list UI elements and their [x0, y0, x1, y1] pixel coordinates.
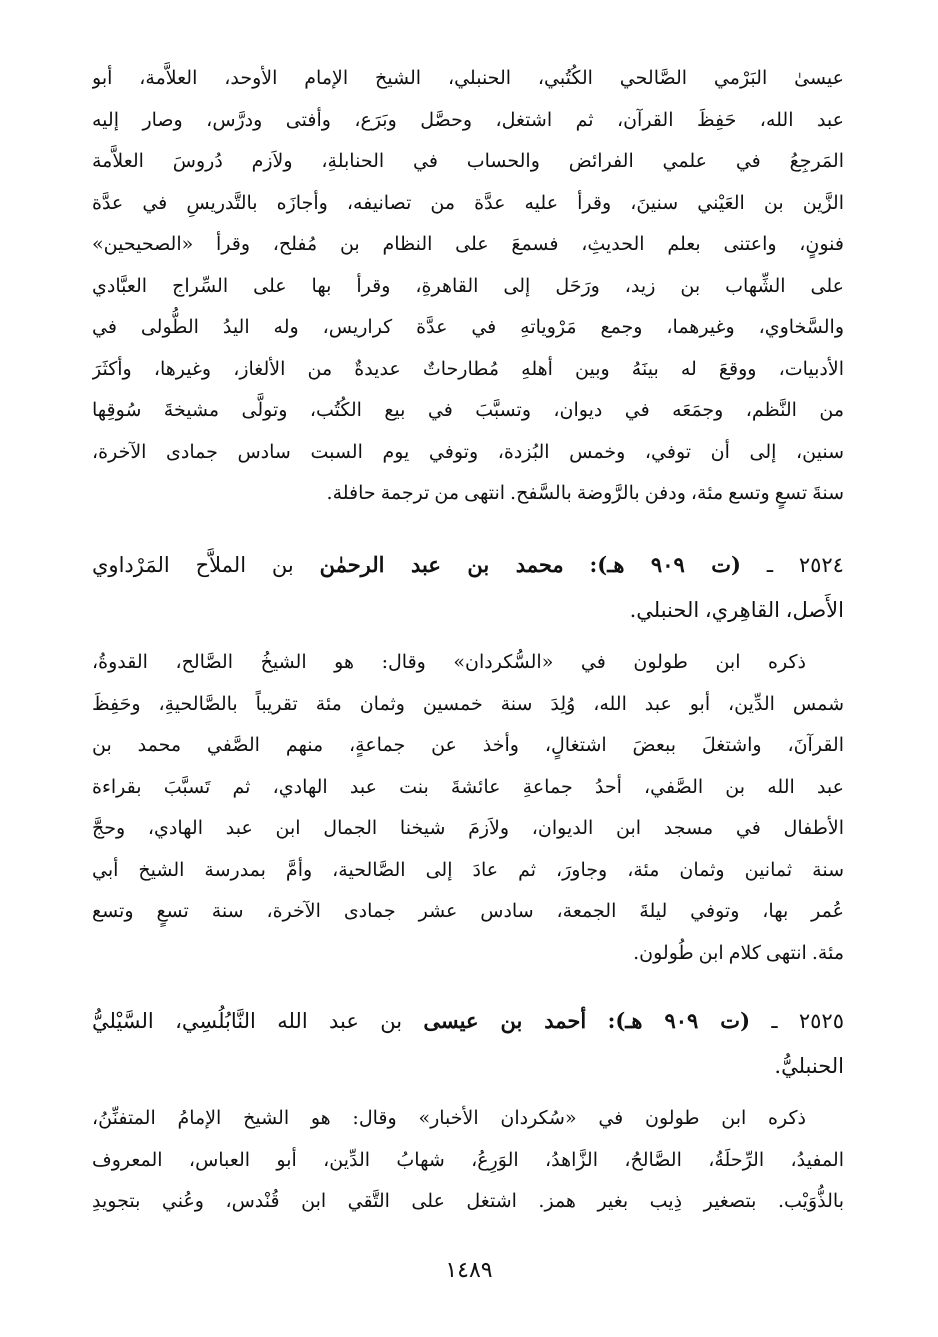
- text-line: شمس الدِّين، أبو عبد الله، وُلِدَ سنة خمسين وثمان مئة تقريباً بالصَّالحيةِ، وحَفِظَ: [92, 692, 844, 715]
- text-line: عبد الله، حَفِظَ القرآن، ثم اشتغل، وحصَّل وبَرَع، وأفتى ودرَّس، وصار إليه: [92, 108, 844, 131]
- page-number: ١٤٨٩: [445, 1258, 493, 1283]
- text-line: والسَّخاوي، وغيرهما، وجمع مَرْوياتهِ في عدَّة كراريس، وله اليدُ الطُّولى في: [92, 316, 844, 338]
- entry-name-rest: بن عبد الله النَّابُلُسِي، السَّيْليُّ: [92, 1009, 403, 1033]
- text-line: الأدبيات، ووقعَ له بينَهُ وبين أهلهِ مُطارحاتٌ عديدةٌ من الألغاز، وغيرها، وأكثَرَ: [92, 357, 844, 380]
- entry-name: أحمد بن عيسى: [423, 1008, 587, 1033]
- text-line: الأطفال في مسجد ابن الديوان، ولاَزمَ شيخنا الجمال ابن عبد الهادي، وحجَّ: [92, 817, 844, 839]
- text-line: الزَّين بن العَيْني سنينَ، وقرأ عليه عدَّة من تصانيفه، وأجازَه بالتَّدريسِ في عدَّة: [92, 191, 844, 214]
- entry-heading-line: [92, 996, 844, 1046]
- entry-number: ٢٥٢٥ ـ: [771, 1009, 844, 1033]
- entry-number: ٢٥٢٤ ـ: [766, 553, 844, 577]
- entry-date: (ت ٩٠٩ هـ):: [607, 1008, 751, 1033]
- entry-heading-line: [92, 540, 844, 590]
- entry-name-rest: بن الملاَّح المَرْداوي: [92, 553, 294, 577]
- entry-date: (ت ٩٠٩ هـ):: [589, 552, 741, 577]
- text-line: عيسىٰ البَرْمي الصَّالحي الكُتُبي، الحنبلي، الشيخ الإمام الأوحد، العلاَّمة، أبو: [92, 67, 844, 89]
- text-line: مئة. انتهى كلام ابن طُولون.: [633, 941, 844, 964]
- entry-heading-2524: [92, 540, 844, 634]
- text-line: المَرجِعُ في علمي الفرائض والحساب في الحنابلةِ، ولاَزم دُروسَ العلاَّمة: [92, 150, 844, 172]
- text-line: عُمر بها، وتوفي ليلةَ الجمعة، سادس عشر جمادى الآخرة، سنة تسعٍ وتسع: [92, 900, 844, 922]
- text-line: سنةَ تسعٍ وتسع مئة، ودفن بالرَّوضة بالسَّفح. انتهى من ترجمة حافلة.: [326, 482, 844, 504]
- entry-heading-line: الحنبليُّ.: [774, 1054, 844, 1078]
- text-line: ذكره ابن طولون في «سُكردان الأخبار» وقال: هو الشيخ الإمامُ المتفنِّنُ،: [92, 1107, 806, 1129]
- text-line: سنة ثمانين وثمان مئة، وجاورَ، ثم عادَ إلى الصَّالحية، وأمَّ بمدرسة الشيخ أبي: [92, 858, 844, 881]
- text-line: على الشِّهاب بن زيد، ورَحَل إلى القاهرةِ، وقرأ بها على السِّراج العبَّادي: [92, 274, 844, 297]
- text-line: المفيدُ، الرِّحلَةُ، الصَّالحُ، الزَّاهدُ، الوَرِعُ، شهابُ الدِّين، أبو العباس، المعروف: [92, 1148, 844, 1171]
- text-line: عبد الله بن الصَّفي، أحدُ جماعةِ عائشةَ بنت عبد الهادي، ثم تَسبَّبَ بقراءة: [92, 775, 844, 798]
- text-line: ذكره ابن طولون في «السُّكردان» وقال: هو الشيخُ الصَّالح، القدوةُ،: [92, 651, 806, 673]
- text-line: بالذُّوَيْب. بتصغير ذِيب بغير همز. اشتغل على التَّقي ابن قُنْدس، وعُني بتجويدِ: [92, 1190, 844, 1212]
- entry-name: محمد بن عبد الرحمٰن: [319, 552, 564, 577]
- paragraph-entry-2525: [92, 1098, 844, 1223]
- entry-heading-line: الأَصل، القاهِري، الحنبلي.: [629, 598, 844, 622]
- text-line: القرآنَ، واشتغلَ ببعضَ اشتغالٍ، وأخذ عن جماعةٍ، منهم الصَّفي محمد بن: [92, 734, 844, 756]
- entry-heading-2525: [92, 996, 844, 1090]
- paragraph-previous-entry: [92, 58, 844, 515]
- paragraph-entry-2524: [92, 642, 844, 974]
- text-line: من النَّظم، وجمَعَه في ديوان، وتسبَّبَ في بيع الكُتُب، وتولَّى مشيخةَ سُوقِها: [92, 399, 844, 421]
- text-line: فنونٍ، واعتنى بعلم الحديثِ، فسمعَ على النظام بن مُفلح، وقرأ «الصحيحين»: [92, 233, 844, 255]
- text-line: سنين، إلى أن توفي، وخمس البُزدة، وتوفي يوم السبت سادس جمادى الآخرة،: [92, 440, 844, 463]
